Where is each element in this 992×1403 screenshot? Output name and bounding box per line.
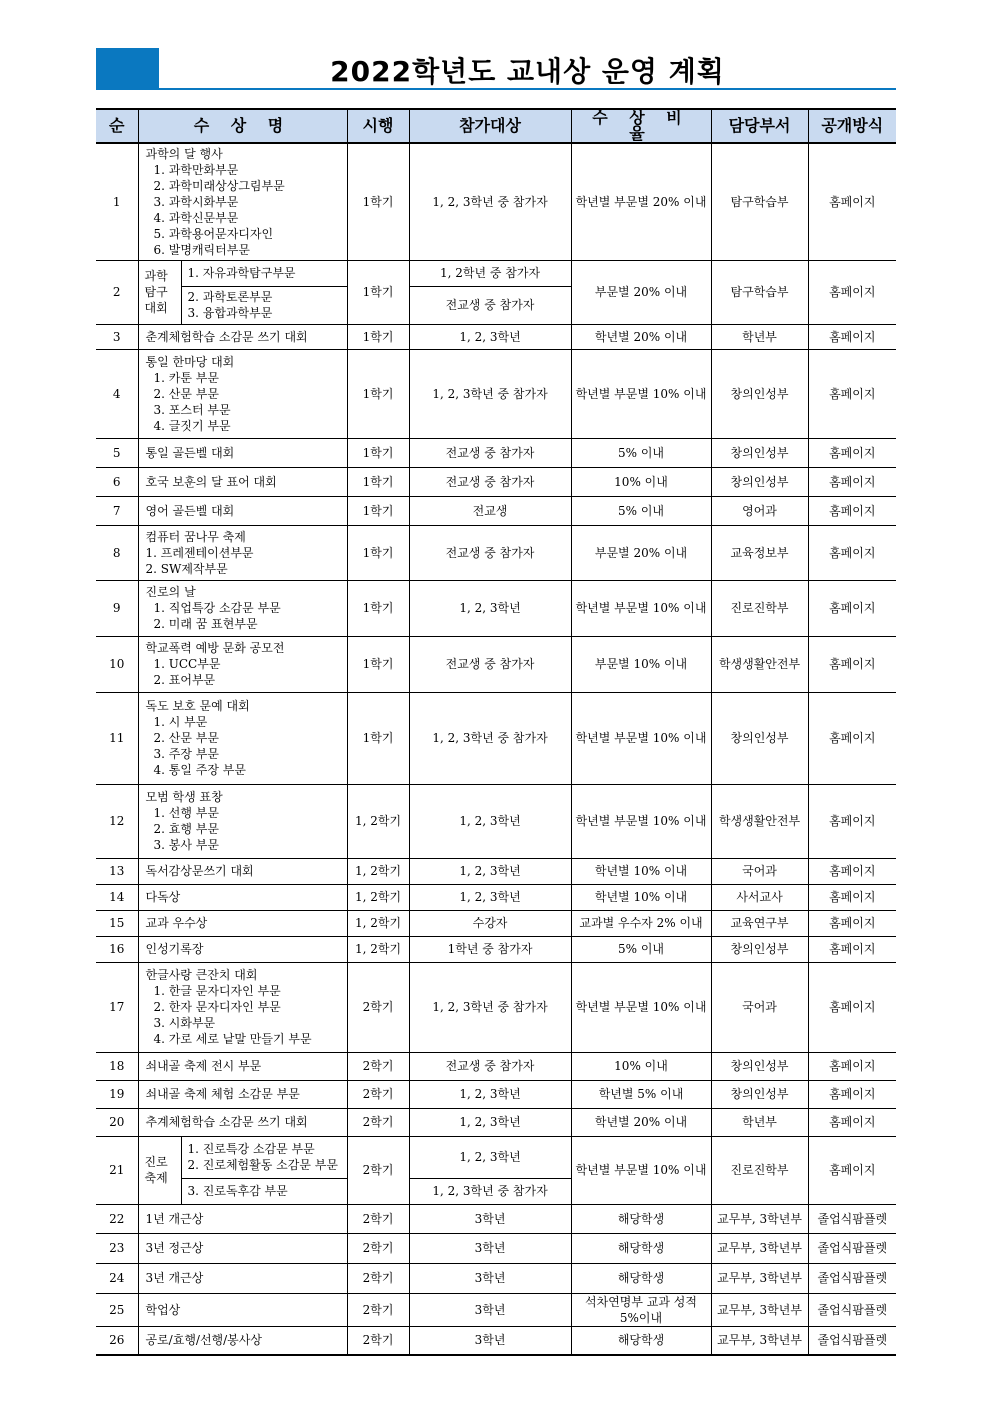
ratio-cell: 해당학생 — [571, 1204, 711, 1233]
term-cell: 1학기 — [347, 349, 409, 438]
row-number: 10 — [96, 636, 138, 692]
ratio-cell: 학년별 부문별 10% 이내 — [571, 349, 711, 438]
term-cell: 1학기 — [347, 496, 409, 525]
method-cell: 홈페이지 — [808, 467, 896, 496]
col-header-term: 시행 — [347, 109, 409, 143]
ratio-cell: 학년별 부문별 10% 이내 — [571, 1136, 711, 1204]
ratio-cell: 부문별 20% 이내 — [571, 260, 711, 324]
method-cell: 홈페이지 — [808, 349, 896, 438]
dept-cell: 창의인성부 — [711, 1080, 808, 1108]
term-cell: 2학기 — [347, 1233, 409, 1263]
method-cell: 홈페이지 — [808, 936, 896, 962]
award-name: 컴퓨터 꿈나무 축제 — [145, 529, 246, 544]
term-cell: 2학기 — [347, 962, 409, 1052]
row-number: 1 — [96, 143, 138, 260]
award-name: 인성기록장 — [138, 936, 347, 962]
award-item: 3. 봉사 부문 — [153, 838, 219, 852]
dept-cell: 사서교사 — [711, 884, 808, 910]
row-number: 6 — [96, 467, 138, 496]
dept-cell: 진로진학부 — [711, 580, 808, 636]
row-number: 26 — [96, 1326, 138, 1355]
award-item: 1. 프레젠테이션부문 — [145, 545, 254, 560]
target-cell: 3학년 — [409, 1263, 571, 1293]
dept-cell: 국어과 — [711, 962, 808, 1052]
method-cell: 홈페이지 — [808, 962, 896, 1052]
award-item: 2. 효행 부문 — [153, 822, 219, 836]
method-cell: 홈페이지 — [808, 438, 896, 467]
term-cell: 1학기 — [347, 260, 409, 324]
table-row — [96, 962, 896, 1052]
col-header-no: 순 — [96, 109, 138, 143]
award-name: 한글사랑 큰잔치 대회 — [145, 968, 258, 982]
target-cell: 1, 2학년 중 참가자 — [409, 260, 571, 286]
target-cell: 전교생 중 참가자 — [409, 636, 571, 692]
table-row — [96, 936, 896, 962]
term-cell: 2학기 — [347, 1204, 409, 1233]
award-item: 4. 글짓기 부문 — [153, 418, 231, 433]
row-number: 21 — [96, 1136, 138, 1204]
table-row — [96, 496, 896, 525]
target-cell: 3학년 — [409, 1204, 571, 1233]
table-row — [96, 1080, 896, 1108]
target-cell: 1, 2, 3학년 — [409, 784, 571, 858]
ratio-cell: 교과별 우수자 2% 이내 — [571, 910, 711, 936]
header-accent-block — [96, 48, 159, 90]
document-header — [96, 48, 896, 90]
method-cell: 홈페이지 — [808, 525, 896, 580]
row-number: 13 — [96, 858, 138, 884]
document-title: 2022학년도 교내상 운영 계획 — [330, 55, 725, 88]
award-sub-item — [181, 1136, 347, 1178]
term-cell: 2학기 — [347, 1136, 409, 1204]
method-cell: 홈페이지 — [808, 884, 896, 910]
term-cell: 2학기 — [347, 1326, 409, 1355]
ratio-cell: 학년별 부문별 10% 이내 — [571, 692, 711, 784]
term-cell: 2학기 — [347, 1052, 409, 1080]
term-cell: 1, 2학기 — [347, 784, 409, 858]
target-cell: 1, 2, 3학년 — [409, 324, 571, 349]
dept-cell: 학생생활안전부 — [711, 636, 808, 692]
award-name: 3년 정근상 — [138, 1233, 347, 1263]
dept-cell: 국어과 — [711, 858, 808, 884]
target-cell: 전교생 중 참가자 — [409, 438, 571, 467]
dept-cell: 탐구학습부 — [711, 260, 808, 324]
term-cell: 1, 2학기 — [347, 936, 409, 962]
ratio-cell: 학년별 10% 이내 — [571, 858, 711, 884]
row-number: 12 — [96, 784, 138, 858]
row-number: 14 — [96, 884, 138, 910]
award-item: 4. 가로 세로 낱말 만들기 부문 — [153, 1032, 312, 1046]
term-cell: 1, 2학기 — [347, 910, 409, 936]
table-row — [96, 858, 896, 884]
col-header-award-name: 수 상 명 — [138, 109, 347, 143]
table-row — [96, 1326, 896, 1355]
target-cell: 1, 2, 3학년 — [409, 884, 571, 910]
target-cell: 1학년 중 참가자 — [409, 936, 571, 962]
term-cell: 1학기 — [347, 580, 409, 636]
target-cell: 1, 2, 3학년 — [409, 1080, 571, 1108]
award-sub-item-line: 3. 융합과학부문 — [187, 306, 273, 320]
row-number: 4 — [96, 349, 138, 438]
term-cell: 1학기 — [347, 143, 409, 260]
award-name: 호국 보훈의 달 표어 대회 — [138, 467, 347, 496]
ratio-cell: 해당학생 — [571, 1233, 711, 1263]
term-cell: 1학기 — [347, 438, 409, 467]
target-cell: 1, 2, 3학년 중 참가자 — [409, 1178, 571, 1204]
method-cell: 홈페이지 — [808, 496, 896, 525]
award-name: 쇠내골 축제 체험 소감문 부문 — [138, 1080, 347, 1108]
ratio-cell: 10% 이내 — [571, 1052, 711, 1080]
award-name-cell — [138, 636, 347, 692]
award-item: 4. 과학신문부문 — [153, 210, 239, 225]
header-rule — [96, 88, 896, 90]
term-cell: 2학기 — [347, 1108, 409, 1136]
table-row — [96, 438, 896, 467]
method-cell: 졸업식팜플렛 — [808, 1204, 896, 1233]
ratio-cell: 학년별 10% 이내 — [571, 884, 711, 910]
term-cell: 1학기 — [347, 467, 409, 496]
method-cell: 홈페이지 — [808, 324, 896, 349]
table-row — [96, 1052, 896, 1080]
dept-cell: 창의인성부 — [711, 936, 808, 962]
target-cell: 1, 2, 3학년 — [409, 580, 571, 636]
award-item: 1. 과학만화부문 — [153, 162, 239, 177]
row-number: 25 — [96, 1293, 138, 1326]
award-category: 과학 탐구 대회 — [138, 260, 181, 324]
term-cell: 1학기 — [347, 636, 409, 692]
award-name: 학교폭력 예방 문화 공모전 — [145, 641, 285, 655]
award-item: 2. 미래 꿈 표현부문 — [153, 617, 258, 631]
row-number: 5 — [96, 438, 138, 467]
method-cell: 홈페이지 — [808, 784, 896, 858]
term-cell: 1학기 — [347, 324, 409, 349]
award-item: 1. 선행 부문 — [153, 806, 219, 820]
ratio-cell: 학년별 부문별 10% 이내 — [571, 962, 711, 1052]
ratio-cell: 해당학생 — [571, 1326, 711, 1355]
table-row — [96, 260, 896, 286]
dept-cell: 창의인성부 — [711, 1052, 808, 1080]
award-item: 1. 카툰 부문 — [153, 370, 219, 385]
table-row — [96, 467, 896, 496]
dept-cell: 학년부 — [711, 324, 808, 349]
dept-cell: 교무부, 3학년부 — [711, 1263, 808, 1293]
dept-cell: 창의인성부 — [711, 438, 808, 467]
award-name: 진로의 날 — [145, 585, 196, 599]
award-item: 5. 과학용어문자디자인 — [153, 226, 274, 241]
row-number: 19 — [96, 1080, 138, 1108]
col-header-method: 공개방식 — [808, 109, 896, 143]
dept-cell: 학년부 — [711, 1108, 808, 1136]
award-name: 1년 개근상 — [138, 1204, 347, 1233]
ratio-cell: 학년별 부문별 20% 이내 — [571, 143, 711, 260]
award-item: 1. 시 부문 — [153, 715, 208, 729]
method-cell: 졸업식팜플렛 — [808, 1263, 896, 1293]
ratio-cell: 학년별 20% 이내 — [571, 1108, 711, 1136]
method-cell: 홈페이지 — [808, 1136, 896, 1204]
target-cell: 수강자 — [409, 910, 571, 936]
award-category: 진로 축제 — [138, 1136, 181, 1204]
table-row — [96, 1204, 896, 1233]
table-row — [96, 580, 896, 636]
award-item: 3. 포스터 부문 — [153, 402, 231, 417]
dept-cell: 진로진학부 — [711, 1136, 808, 1204]
method-cell: 홈페이지 — [808, 636, 896, 692]
table-row — [96, 692, 896, 784]
award-item: 3. 주장 부문 — [153, 747, 219, 761]
target-cell: 전교생 중 참가자 — [409, 467, 571, 496]
award-name: 학업상 — [138, 1293, 347, 1326]
award-name: 영어 골든벨 대회 — [138, 496, 347, 525]
award-name: 공로/효행/선행/봉사상 — [138, 1326, 347, 1355]
dept-cell: 창의인성부 — [711, 467, 808, 496]
award-sub-item: 1. 자유과학탐구부문 — [181, 260, 347, 286]
target-cell: 전교생 중 참가자 — [409, 286, 571, 324]
table-row — [96, 884, 896, 910]
dept-cell: 영어과 — [711, 496, 808, 525]
table-row — [96, 910, 896, 936]
target-cell: 전교생 — [409, 496, 571, 525]
dept-cell: 탐구학습부 — [711, 143, 808, 260]
award-name: 춘계체험학습 소감문 쓰기 대회 — [138, 324, 347, 349]
row-number: 8 — [96, 525, 138, 580]
row-number: 3 — [96, 324, 138, 349]
target-cell: 전교생 중 참가자 — [409, 1052, 571, 1080]
col-header-ratio: 수 상 비 율 — [571, 109, 711, 143]
row-number: 20 — [96, 1108, 138, 1136]
dept-cell: 창의인성부 — [711, 692, 808, 784]
award-name: 과학의 달 행사 — [145, 146, 223, 161]
table-row — [96, 636, 896, 692]
table-row — [96, 143, 896, 260]
row-number: 24 — [96, 1263, 138, 1293]
document-page — [96, 48, 896, 1348]
term-cell: 1학기 — [347, 692, 409, 784]
col-header-dept: 담당부서 — [711, 109, 808, 143]
table-row — [96, 1108, 896, 1136]
method-cell: 홈페이지 — [808, 858, 896, 884]
award-sub-item-line: 2. 과학토론부문 — [187, 290, 273, 304]
award-item: 2. 과학미래상상그림부문 — [153, 178, 285, 193]
target-cell: 1, 2, 3학년 — [409, 1108, 571, 1136]
term-cell: 2학기 — [347, 1080, 409, 1108]
row-number: 23 — [96, 1233, 138, 1263]
table-row — [96, 1136, 896, 1178]
award-name-cell — [138, 143, 347, 260]
table-row — [96, 784, 896, 858]
award-sub-item — [181, 286, 347, 324]
award-name: 통일 한마당 대회 — [145, 354, 235, 369]
method-cell: 홈페이지 — [808, 1052, 896, 1080]
method-cell: 홈페이지 — [808, 910, 896, 936]
ratio-cell: 학년별 5% 이내 — [571, 1080, 711, 1108]
row-number: 11 — [96, 692, 138, 784]
row-number: 9 — [96, 580, 138, 636]
award-item: 3. 과학시화부문 — [153, 194, 239, 209]
method-cell: 홈페이지 — [808, 260, 896, 324]
ratio-cell: 5% 이내 — [571, 936, 711, 962]
award-item: 2. 산문 부문 — [153, 386, 219, 401]
award-item: 2. SW제작부문 — [145, 561, 228, 576]
target-cell: 1, 2, 3학년 중 참가자 — [409, 349, 571, 438]
target-cell: 1, 2, 3학년 중 참가자 — [409, 962, 571, 1052]
row-number: 17 — [96, 962, 138, 1052]
table-row — [96, 525, 896, 580]
method-cell: 홈페이지 — [808, 1108, 896, 1136]
award-item: 2. 한자 문자디자인 부문 — [153, 1000, 281, 1014]
award-name-cell — [138, 349, 347, 438]
method-cell: 졸업식팜플렛 — [808, 1326, 896, 1355]
ratio-cell: 학년별 부문별 10% 이내 — [571, 580, 711, 636]
dept-cell: 교육정보부 — [711, 525, 808, 580]
ratio-cell: 석차연명부 교과 성적 5%이내 — [571, 1293, 711, 1326]
dept-cell: 교무부, 3학년부 — [711, 1293, 808, 1326]
award-name: 교과 우수상 — [138, 910, 347, 936]
term-cell: 1학기 — [347, 525, 409, 580]
ratio-cell: 부문별 10% 이내 — [571, 636, 711, 692]
award-name: 독서감상문쓰기 대회 — [138, 858, 347, 884]
target-cell: 1, 2, 3학년 — [409, 1136, 571, 1178]
table-row — [96, 349, 896, 438]
table-row — [96, 1263, 896, 1293]
award-name: 다독상 — [138, 884, 347, 910]
ratio-cell: 10% 이내 — [571, 467, 711, 496]
table-row — [96, 1233, 896, 1263]
ratio-cell: 부문별 20% 이내 — [571, 525, 711, 580]
row-number: 2 — [96, 260, 138, 324]
award-item: 3. 시화부문 — [153, 1016, 216, 1030]
target-cell: 3학년 — [409, 1233, 571, 1263]
award-item: 2. 산문 부문 — [153, 731, 219, 745]
award-item: 1. UCC부문 — [153, 657, 221, 671]
target-cell: 3학년 — [409, 1293, 571, 1326]
target-cell: 1, 2, 3학년 중 참가자 — [409, 143, 571, 260]
award-sub-item: 3. 진로독후감 부문 — [181, 1178, 347, 1204]
ratio-cell: 학년별 부문별 10% 이내 — [571, 784, 711, 858]
award-name-cell — [138, 525, 347, 580]
method-cell: 홈페이지 — [808, 143, 896, 260]
row-number: 22 — [96, 1204, 138, 1233]
dept-cell: 학생생활안전부 — [711, 784, 808, 858]
dept-cell: 교무부, 3학년부 — [711, 1204, 808, 1233]
col-header-target: 참가대상 — [409, 109, 571, 143]
target-cell: 1, 2, 3학년 — [409, 858, 571, 884]
target-cell: 3학년 — [409, 1326, 571, 1355]
term-cell: 2학기 — [347, 1263, 409, 1293]
method-cell: 졸업식팜플렛 — [808, 1233, 896, 1263]
award-item: 1. 직업특강 소감문 부문 — [153, 601, 281, 615]
term-cell: 1, 2학기 — [347, 884, 409, 910]
award-name-cell — [138, 784, 347, 858]
table-header-row — [96, 109, 896, 143]
ratio-cell: 해당학생 — [571, 1263, 711, 1293]
award-item: 1. 한글 문자디자인 부문 — [153, 984, 281, 998]
row-number: 15 — [96, 910, 138, 936]
method-cell: 홈페이지 — [808, 692, 896, 784]
method-cell: 홈페이지 — [808, 580, 896, 636]
row-number: 18 — [96, 1052, 138, 1080]
dept-cell: 교무부, 3학년부 — [711, 1326, 808, 1355]
method-cell: 홈페이지 — [808, 1080, 896, 1108]
award-sub-item-line: 2. 진로체험활동 소감문 부문 — [187, 1158, 338, 1172]
award-name-cell — [138, 580, 347, 636]
award-item: 6. 발명캐릭터부문 — [153, 242, 250, 257]
target-cell: 전교생 중 참가자 — [409, 525, 571, 580]
term-cell: 2학기 — [347, 1293, 409, 1326]
award-name: 쇠내골 축제 전시 부문 — [138, 1052, 347, 1080]
award-name: 추계체험학습 소감문 쓰기 대회 — [138, 1108, 347, 1136]
award-name-cell — [138, 962, 347, 1052]
target-cell: 1, 2, 3학년 중 참가자 — [409, 692, 571, 784]
table-row — [96, 324, 896, 349]
award-name: 독도 보호 문예 대회 — [145, 699, 250, 713]
dept-cell: 창의인성부 — [711, 349, 808, 438]
ratio-cell: 5% 이내 — [571, 496, 711, 525]
method-cell: 졸업식팜플렛 — [808, 1293, 896, 1326]
award-name: 통일 골든벨 대회 — [138, 438, 347, 467]
row-number: 16 — [96, 936, 138, 962]
ratio-cell: 5% 이내 — [571, 438, 711, 467]
row-number: 7 — [96, 496, 138, 525]
award-sub-item-line: 1. 진로특강 소감문 부문 — [187, 1142, 315, 1156]
award-name-cell — [138, 692, 347, 784]
award-item: 2. 표어부문 — [153, 673, 216, 687]
term-cell: 1, 2학기 — [347, 858, 409, 884]
award-name: 3년 개근상 — [138, 1263, 347, 1293]
dept-cell: 교육연구부 — [711, 910, 808, 936]
dept-cell: 교무부, 3학년부 — [711, 1233, 808, 1263]
table-row — [96, 1293, 896, 1326]
ratio-cell: 학년별 20% 이내 — [571, 324, 711, 349]
awards-table — [96, 108, 896, 1356]
award-name: 모범 학생 표창 — [145, 790, 223, 804]
award-item: 4. 통일 주장 부문 — [153, 763, 246, 777]
